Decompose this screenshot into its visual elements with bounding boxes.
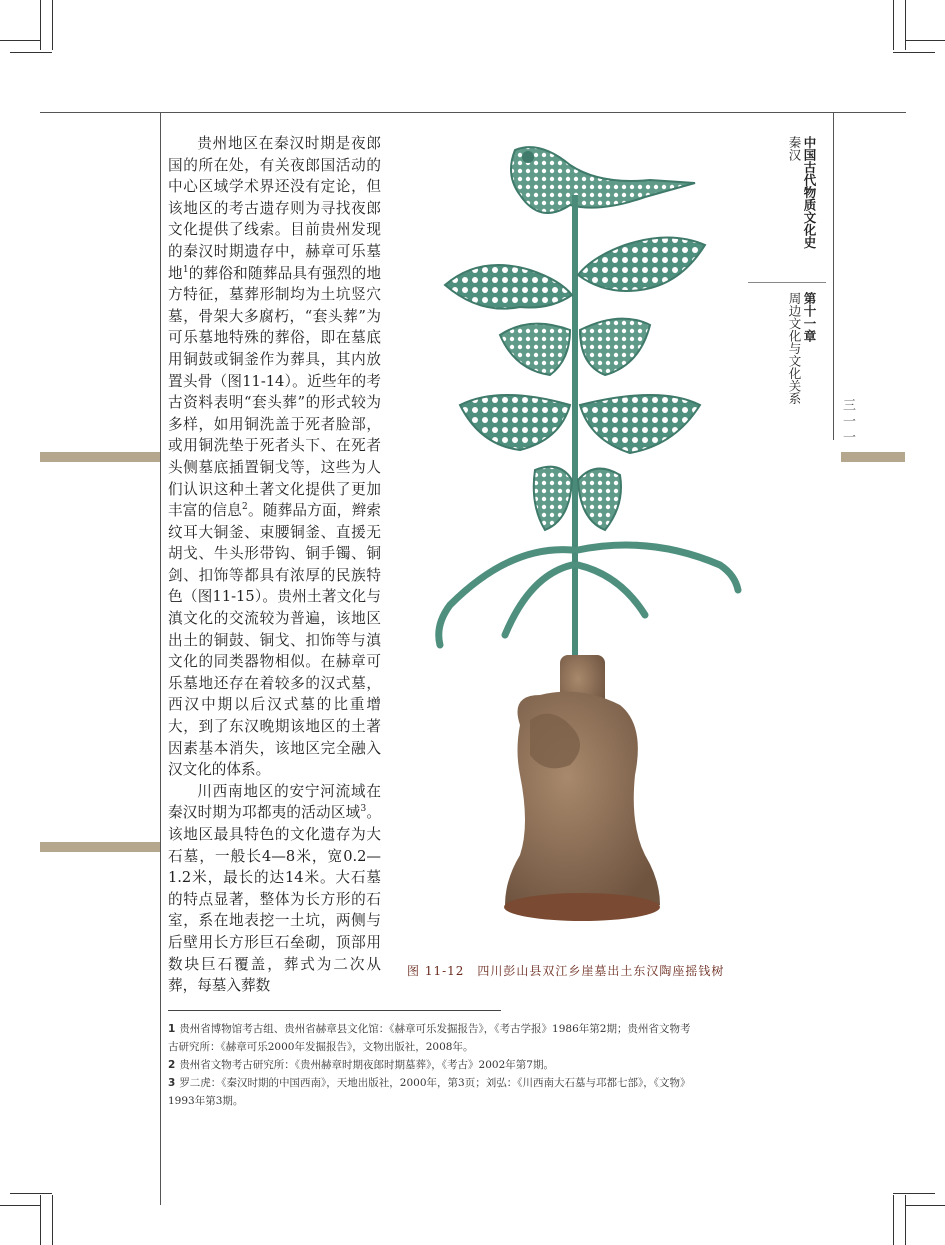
trunk — [572, 195, 578, 665]
crop-mark — [0, 40, 40, 41]
crop-mark — [893, 52, 935, 53]
footnote: 3 罗二虎：《秦汉时期的中国西南》，天地出版社，2000年，第3页；刘弘：《川西南大石墓与邛都七部》，《文物》1993年第3期。 — [168, 1077, 691, 1107]
footnote-ref: 1 — [182, 264, 189, 275]
crop-mark — [905, 1195, 906, 1245]
paragraph: 贵州地区在秦汉时期是夜郎国的所在处，有关夜郎国活动的中心区域学术界还没有定论，但该地区的考古遗存则为寻找夜郎文化提供了线索。目前贵州发现的秦汉时期遗存中，赫章可乐墓地$^1$的葬俗和随葬品具有强烈的地方特征，墓葬形制均为土坑竖穴墓，骨架大多腐朽，“套头葬”为可乐墓地特殊的葬俗，即在墓底用铜鼓或铜釜作为葬具，其内放置头骨（图11-14）。近些年的考古资料表明“套头葬”的形式较为多样，如用铜洗盖于死者脸部，或用铜洗垫于死者头下、在死者头侧墓底插置铜戈等，这些为人们认识这种土著文化提供了更加丰富的信息$^2$。随葬品方面，辫索纹耳大铜釜、束腰铜釜、直援无胡戈、牛头形带钩、铜手镯、铜剑、扣饰等都具有浓厚的民族特色（图11-15）。贵州土著文化与滇文化的交流较为普遍，该地区出土的铜鼓、铜戈、扣饰等与滇文化的同类器物相似。在赫章可乐墓地还存在着较多的汉式墓，西汉中期以后汉式墓的比重增大，到了东汉晚期该地区的土著因素基本消失，该地区完全融入汉文化的体系。 — [168, 135, 381, 779]
decorative-band — [40, 842, 160, 852]
figure-caption: 图 11-12 四川彭山县双江乡崖墓出土东汉陶座摇钱树 — [407, 964, 725, 978]
branch-tier — [460, 395, 700, 453]
decorative-band — [841, 452, 905, 462]
footnote: 1 贵州省博物馆考古组、贵州省赫章县文化馆：《赫章可乐发掘报告》，《考古学报》1986年第2期；贵州省文物考古研究所：《赫章可乐2000年发掘报告》，文物出版社，2008年。 — [168, 1023, 691, 1053]
footnote-rule — [168, 1010, 501, 1011]
page-number: 三一一 — [840, 398, 855, 446]
footnote-number: 3 — [168, 1077, 176, 1089]
phoenix-ornament — [511, 147, 695, 213]
book-title: 中国古代物质文化史 — [802, 136, 817, 249]
crop-mark — [893, 0, 894, 50]
crop-mark — [52, 0, 53, 50]
crop-mark — [10, 1193, 52, 1194]
left-margin-rule — [160, 112, 161, 1205]
crop-mark — [905, 40, 945, 41]
footnote-ref: 3 — [360, 804, 367, 815]
branch-tier — [439, 545, 738, 645]
top-rule — [40, 112, 906, 113]
era-label: 秦汉 — [787, 136, 802, 161]
footnote: 2 贵州省文物考古研究所：《贵州赫章时期夜郎时期墓葬》，《考古》2002年第7期。 — [168, 1059, 554, 1071]
crop-mark — [893, 1195, 894, 1245]
crop-mark — [905, 1205, 945, 1206]
footnotes — [168, 1020, 693, 1110]
crop-mark — [52, 1195, 53, 1245]
crop-mark — [40, 0, 41, 50]
sidebar-divider — [748, 282, 826, 283]
money-tree-figure — [420, 135, 750, 935]
decorative-band — [40, 452, 160, 462]
right-margin-rule — [833, 112, 834, 440]
crop-mark — [905, 0, 906, 50]
footnote-number: 2 — [168, 1059, 176, 1071]
chapter-number: 第十一章 — [802, 292, 817, 342]
footnote-ref: 2 — [242, 502, 248, 513]
body-text — [168, 133, 381, 997]
chapter-title: 周边文化与文化关系 — [787, 292, 802, 405]
pottery-base — [504, 655, 660, 921]
crop-mark — [10, 52, 52, 53]
crop-mark — [893, 1193, 935, 1194]
paragraph: 川西南地区的安宁河流域在秦汉时期为邛都夷的活动区域$^3$。该地区最具特色的文化遗存为大石墓，一般长4—8米，宽0.2—1.2米，最长的达14米。大石墓的特点显著，整体为长方形的石室，系在地表挖一土坑，两侧与后壁用长方形巨石垒砌，顶部用数块巨石覆盖，葬式为二次从葬，每墓入葬数 — [168, 782, 381, 995]
footnote-number: 1 — [168, 1023, 176, 1035]
crop-mark — [0, 1205, 40, 1206]
crop-mark — [40, 1195, 41, 1245]
